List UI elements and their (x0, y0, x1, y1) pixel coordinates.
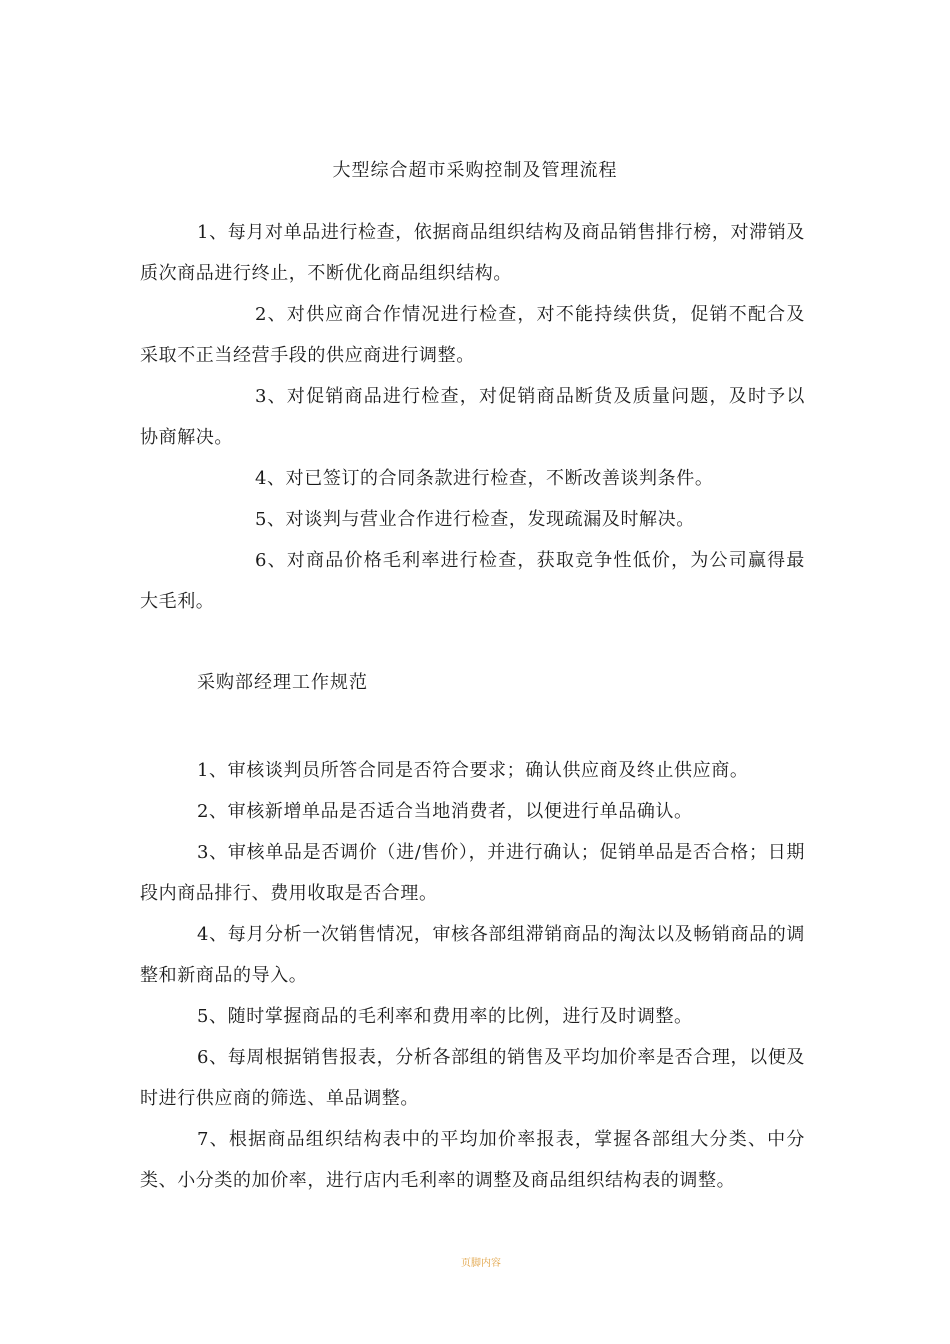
paragraph: 3、审核单品是否调价（进/售价），并进行确认；促销单品是否合格；日期段内商品排行、费用收取是否合理。 (140, 842, 805, 904)
section-manager-rules (140, 750, 805, 1201)
paragraph: 5、对谈判与营业合作进行检查，发现疏漏及时解决。 (255, 509, 695, 530)
document-title: 大型综合超市采购控制及管理流程 (332, 160, 618, 181)
paragraph: 5、随时掌握商品的毛利率和费用率的比例，进行及时调整。 (197, 1006, 693, 1027)
paragraph: 4、每月分析一次销售情况，审核各部组滞销商品的淘汰以及畅销商品的调整和新商品的导入。 (140, 924, 805, 986)
paragraph: 7、根据商品组织结构表中的平均加价率报表，掌握各部组大分类、中分类、小分类的加价率，进行店内毛利率的调整及商品组织结构表的调整。 (140, 1129, 805, 1191)
paragraph: 1、每月对单品进行检查，依据商品组织结构及商品销售排行榜，对滞销及质次商品进行终止，不断优化商品组织结构。 (140, 222, 805, 284)
paragraph: 2、审核新增单品是否适合当地消费者，以便进行单品确认。 (197, 801, 693, 822)
paragraph: 2、对供应商合作情况进行检查，对不能持续供货，促销不配合及采取不正当经营手段的供应商进行调整。 (140, 304, 805, 366)
page-footer: 页脚内容 (461, 1258, 501, 1269)
section-heading: 采购部经理工作规范 (197, 672, 368, 693)
paragraph: 6、每周根据销售报表，分析各部组的销售及平均加价率是否合理，以便及时进行供应商的筛选、单品调整。 (140, 1047, 805, 1109)
paragraph: 3、对促销商品进行检查，对促销商品断货及质量问题，及时予以协商解决。 (140, 386, 805, 448)
paragraph: 1、审核谈判员所答合同是否符合要求；确认供应商及终止供应商。 (197, 760, 749, 781)
paragraph: 4、对已签订的合同条款进行检查，不断改善谈判条件。 (255, 468, 714, 489)
paragraph: 6、对商品价格毛利率进行检查，获取竞争性低价，为公司赢得最大毛利。 (140, 550, 805, 612)
section-inspection (140, 212, 805, 622)
